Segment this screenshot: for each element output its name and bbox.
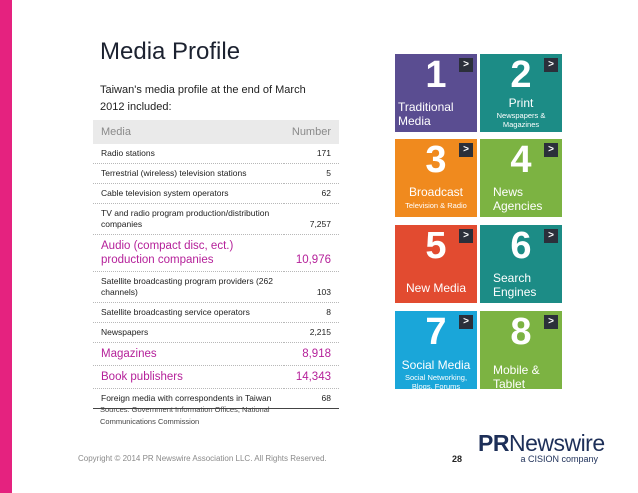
media-type-cell: Radio stations [93, 144, 284, 164]
pr-newswire-logo [478, 430, 605, 464]
page-subtitle: Taiwan's media profile at the end of March 2012 included: [100, 84, 306, 113]
category-tile-5[interactable] [395, 225, 477, 303]
table-row [93, 343, 339, 366]
tile-sublabel: Social Networking, Blogs, Forums [404, 373, 468, 391]
media-count-cell: 7,257 [284, 204, 339, 235]
media-type-cell: TV and radio program production/distribution companies [93, 204, 284, 235]
chevron-right-icon[interactable]: > [459, 315, 473, 329]
chevron-right-icon[interactable]: > [544, 58, 558, 72]
tile-sublabel: Television & Radio [405, 201, 467, 210]
category-tile-7[interactable] [395, 311, 477, 389]
media-type-cell: Cable television system operators [93, 184, 284, 204]
tile-number: 7 [425, 311, 447, 353]
media-type-cell: Satellite broadcasting service operators [93, 303, 284, 323]
tile-label: News Agencies [493, 185, 543, 213]
tile-number: 4 [510, 139, 532, 181]
tile-label: Traditional Media [398, 100, 454, 128]
tile-number: 5 [425, 225, 447, 267]
accent-side-bar [0, 0, 12, 493]
tile-number: 8 [510, 311, 532, 353]
category-tile-3[interactable] [395, 139, 477, 217]
media-count-cell: 14,343 [284, 366, 339, 389]
copyright-footer: Copyright © 2014 PR Newswire Association LLC. All Rights Reserved. [78, 454, 327, 463]
column-header-number: Number [284, 120, 339, 144]
chevron-right-icon[interactable]: > [544, 315, 558, 329]
media-type-cell: Book publishers [93, 366, 284, 389]
media-type-cell: Satellite broadcasting program providers (262 channels) [93, 272, 284, 303]
media-type-cell: Magazines [93, 343, 284, 366]
media-count-cell: 8 [284, 303, 339, 323]
media-count-cell: 103 [284, 272, 339, 303]
page-number: 28 [452, 454, 463, 464]
tile-number: 6 [510, 225, 532, 267]
tile-number: 3 [425, 139, 447, 181]
page-title: Media Profile [100, 38, 241, 65]
category-tile-1[interactable] [395, 54, 477, 132]
tile-label: Mobile & Tablet [493, 363, 540, 391]
media-count-cell: 2,215 [284, 323, 339, 343]
logo-wordmark [478, 430, 605, 456]
tile-number: 2 [510, 54, 532, 96]
column-header-media: Media [93, 120, 284, 144]
table-header-row [93, 120, 339, 144]
media-count-cell: 171 [284, 144, 339, 164]
media-count-cell: 62 [284, 184, 339, 204]
logo-newswire: Newswire [508, 430, 605, 456]
chevron-right-icon[interactable]: > [544, 143, 558, 157]
chevron-right-icon[interactable]: > [544, 229, 558, 243]
table-row [93, 184, 339, 204]
media-type-cell: Terrestrial (wireless) television stations [93, 164, 284, 184]
tile-label: Social Media [401, 358, 471, 372]
media-count-cell: 10,976 [284, 235, 339, 272]
media-type-cell: Foreign media with correspondents in Taiwan [93, 389, 284, 409]
tile-number: 1 [425, 54, 447, 96]
table-row [93, 303, 339, 323]
logo-tagline: a CISION company [520, 454, 598, 464]
table-row [93, 204, 339, 235]
media-profile-table [93, 120, 339, 409]
table-row [93, 164, 339, 184]
media-count-cell: 68 [284, 389, 339, 409]
media-type-cell: Newspapers [93, 323, 284, 343]
category-tile-8[interactable] [480, 311, 562, 389]
tile-label: Search Engines [493, 271, 537, 299]
media-count-cell: 5 [284, 164, 339, 184]
tile-label: New Media [405, 281, 467, 295]
category-tile-2[interactable] [480, 54, 562, 132]
table-row [93, 144, 339, 164]
chevron-right-icon[interactable]: > [459, 143, 473, 157]
chevron-right-icon[interactable]: > [459, 229, 473, 243]
table-row [93, 323, 339, 343]
tile-sublabel: Newspapers & Magazines [496, 111, 546, 129]
tile-label: Broadcast [408, 185, 464, 199]
media-type-cell: Audio (compact disc, ect.) production companies [93, 235, 284, 272]
category-tile-4[interactable] [480, 139, 562, 217]
chevron-right-icon[interactable]: > [459, 58, 473, 72]
sources-note: Sources: Government Information Offices, National Communications Commission [100, 405, 270, 426]
tile-label: Print [508, 96, 534, 110]
logo-pr: PR [478, 430, 509, 456]
table-row [93, 272, 339, 303]
table-row [93, 366, 339, 389]
table-row [93, 235, 339, 272]
media-count-cell: 8,918 [284, 343, 339, 366]
category-tile-6[interactable] [480, 225, 562, 303]
